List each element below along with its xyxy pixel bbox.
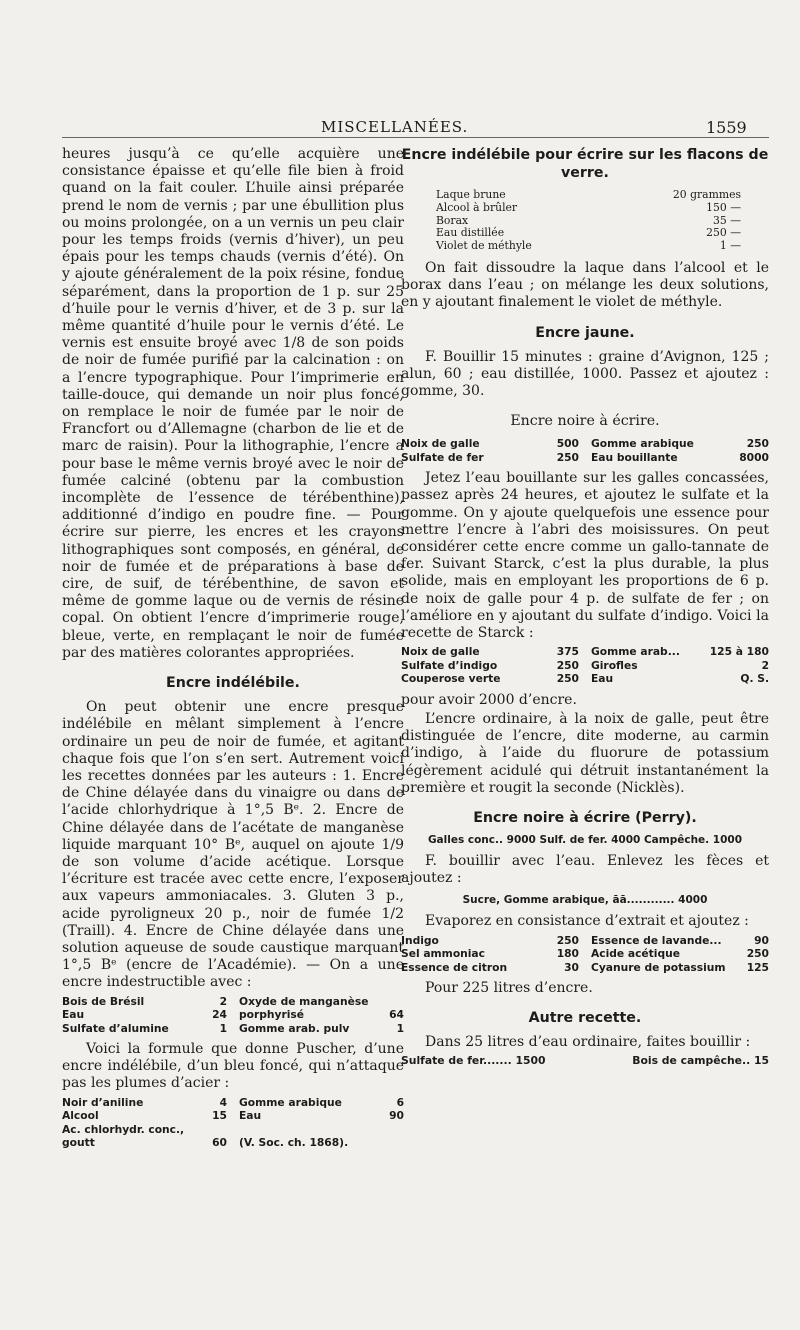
paragraph-boiling-water: Jetez l’eau bouillante sur les galles concassées, passez après 24 heures, et ajoutez le sulfate et la gomme. On y ajoute quelquefois une essence pour mettre l’encre à l’abri des moisissures. On peut considérer cette encre comme un gallo-tannate de fer. Suivant Starck, c’est la plus durable, la plus solide, mais en employant les proportions de 6 p. de noix de galle pour 4 p. de sulfate de fer ; on l’améliore en y ajoutant du sulfate d’indigo. Voici la recette de Starck :	[401, 470, 769, 642]
ingredient-name: Cyanure de potassium	[591, 960, 726, 974]
recipe-row	[239, 1022, 404, 1036]
ingredient-amount: 90	[389, 1109, 404, 1123]
ingredient-name: Girofles	[591, 658, 638, 672]
ingredient-amount: 375	[556, 645, 579, 659]
ingredient-name: Sel ammoniac	[401, 947, 485, 961]
recipe-row	[436, 189, 741, 202]
ingredient-name: Eau bouillante	[591, 450, 678, 464]
ingredient-amount: 6	[396, 1095, 404, 1109]
ingredient-amount: 250	[746, 947, 769, 961]
ingredient-amount: 35 —	[713, 213, 741, 227]
recipe-row	[591, 961, 769, 975]
paragraph-varnish: heures jusqu’à ce qu’elle acquière une consistance épaisse et qu’elle file bien à froid quand on la fait couler. L’huile ainsi préparée prend le nom de vernis ; par une ébullition plus ou moins prolongée, on a un vernis un peu clair pour les temps froids (vernis d’hiver), un peu épais pour les temps chauds (vernis d’été). On y ajoute généralement de la poix résine, fondue séparément, dans la proportion de 1 p. sur 25 d’huile pour le vernis d’hiver, et de 3 p. sur la même quantité d’huile pour le vernis d’été. Le vernis est ensuite broyé avec 1/8 de son poids de noir de fumée purifié par la calcination : on a l’encre typographique. Pour l’imprimerie en taille-douce, qui demande un noir plus foncé, on remplace le noir de fumée par le noir de Francfort ou d’Allemagne (charbon de lie et de marc de raisin). Pour la lithographie, l’encre a pour base le même vernis broyé avec le noir de fumée calciné (obtenu par la combustion incomplète de l’essence de térébenthine), additionné d’indigo en poudre fine. — Pour écrire sur pierre, les encres et les crayons lithographiques sont composés, en général, de noir de fumée et de préparations à base de cire, de suif, de térébenthine, de savon et même de gomme laque ou de vernis de résine copal. On obtient l’encre d’imprimerie rouge, bleue, verte, en remplaçant le noir de fumée par des matières colorantes appropriées.	[62, 146, 404, 661]
ingredient-name: Eau distillée	[436, 226, 505, 240]
ingredient-name: Sulfate de fer	[401, 450, 484, 464]
ingredient-name: Essence de lavande...	[591, 933, 722, 947]
recipe-row	[401, 672, 579, 686]
section-title-black-ink: Encre noire à écrire.	[510, 413, 660, 430]
ingredient-name: Alcool	[62, 1109, 99, 1123]
ingredient-amount: 180	[556, 947, 579, 961]
ingredient-amount: 90	[754, 933, 769, 947]
ingredient-name: Sulfate d’alumine	[62, 1021, 169, 1035]
ingredient-name: Gomme arab. pulv	[239, 1021, 350, 1035]
recipe-row	[62, 1123, 227, 1137]
ingredient-name: Eau	[239, 1109, 262, 1123]
ingredient-name: Noir d’aniline	[62, 1095, 144, 1109]
ingredient-name: Violet de méthyle	[436, 239, 532, 253]
ingredient-name: Gomme arabique	[591, 437, 694, 451]
ingredient-amount: Q. S.	[740, 672, 769, 686]
ingredient-amount: 125	[746, 960, 769, 974]
ingredient-name: Eau	[62, 1008, 85, 1022]
recipe-row	[591, 451, 769, 465]
ingredient-name: Laque brune	[436, 188, 506, 201]
recipe-table-aniline	[62, 1096, 404, 1150]
ingredient-name: porphyrisé	[239, 1008, 305, 1022]
section-title-indelible-ink: Encre indélébile.	[166, 675, 300, 692]
recipe-row	[401, 659, 579, 673]
recipe-row	[436, 202, 741, 215]
ingredient-amount: 4	[219, 1095, 227, 1109]
recipe-row	[401, 947, 579, 961]
final-ingredient-two: Bois de campêche.. 15	[632, 1054, 769, 1068]
perry-ingredients-line: Galles conc.. 9000 Sulf. de fer. 4000 Campêche. 1000	[427, 833, 743, 846]
page-number: 1559	[706, 118, 747, 137]
recipe-row	[591, 934, 769, 948]
recipe-row	[239, 995, 404, 1009]
recipe-row	[239, 1109, 404, 1123]
recipe-row	[401, 961, 579, 975]
running-header: MISCELLANÉES.	[321, 118, 469, 136]
ingredient-name: Essence de citron	[401, 960, 508, 974]
perry-sugar-line: Sucre, Gomme arabique, āā............ 4000	[462, 894, 708, 907]
recipe-row	[401, 934, 579, 948]
recipe-row	[62, 1022, 227, 1036]
paragraph-ordinary-water: Dans 25 litres d’eau ordinaire, faites bouillir :	[425, 1034, 751, 1051]
paragraph-indelible-recipes: On peut obtenir une encre presque indélébile en mêlant simplement à l’encre ordinaire un peu de noir de fumée, et agitant chaque fois que l’on s’en sert. Autrement voici les recettes données par les auteurs : 1. Encre de Chine délayée dans du vinaigre ou dans de l’acide chlorhydrique à 1°,5 Bᵉ. 2. Encre de Chine délayée dans de l’acétate de manganèse liquide marquant 10° Bᵉ, auquel on ajoute 1/9 de son volume d’acide acétique. Lorsque l’écriture est tracée avec cette encre, l’exposer aux vapeurs ammoniacales. 3. Gluten 3 p., acide pyroligneux 20 p., noir de fumée 1/2 (Traill). 4. Encre de Chine délayée dans une solution aqueuse de soude caustique marquant 1°,5 Bᵉ (encre de l’Académie). — On a une encre indestructible avec :	[62, 699, 404, 991]
recipe-row	[591, 437, 769, 451]
recipe-row	[401, 451, 579, 465]
ingredient-name: goutt	[62, 1136, 95, 1150]
recipe-table-indigo	[401, 934, 769, 975]
ingredient-name: Acide acétique	[591, 947, 680, 961]
paragraph-puscher: Voici la formule que donne Puscher, d’une encre indélébile, d’un bleu foncé, qui n’attaque pas les plumes d’acier :	[62, 1041, 404, 1092]
ingredient-amount: 500	[556, 437, 579, 451]
paragraph-yellow-ink: F. Bouillir 15 minutes : graine d’Avignon, 125 ; alun, 60 ; eau distillée, 1000. Passez et ajoutez : gomme, 30.	[401, 348, 769, 399]
left-column	[62, 146, 404, 1156]
ingredient-amount: 30	[564, 960, 579, 974]
ingredient-name: Gomme arab...	[591, 645, 680, 659]
recipe-row	[591, 659, 769, 673]
recipe-row	[591, 947, 769, 961]
recipe-row	[62, 1109, 227, 1123]
ingredient-amount: 2	[761, 658, 769, 672]
ingredient-name: Bois de Brésil	[62, 994, 145, 1008]
paragraph-perry-boil: F. bouillir avec l’eau. Enlevez les fèces et ajoutez :	[401, 852, 769, 887]
recipe-row	[62, 1008, 227, 1022]
recipe-row	[591, 645, 769, 659]
section-title-perry: Encre noire à écrire (Perry).	[473, 809, 697, 826]
final-ingredient-one: Sulfate de fer....... 1500	[401, 1054, 546, 1068]
ingredient-amount: 1	[396, 1021, 404, 1035]
section-title-other-recipe: Autre recette.	[528, 1010, 642, 1027]
ingredient-name: Gomme arabique	[239, 1095, 342, 1109]
recipe-row	[401, 437, 579, 451]
recipe-row	[62, 995, 227, 1009]
recipe-row	[239, 1008, 404, 1022]
ingredient-amount: 250	[556, 672, 579, 686]
recipe-table-black-ink	[401, 437, 769, 464]
ingredient-amount: 250	[556, 658, 579, 672]
ingredient-amount: 250	[746, 437, 769, 451]
header-rule	[62, 137, 769, 138]
recipe-row	[239, 1123, 404, 1137]
paragraph-yield: pour avoir 2000 d’encre.	[401, 691, 577, 708]
source-citation: (V. Soc. ch. 1868).	[239, 1136, 349, 1150]
paragraph-evaporate: Evaporez en consistance d’extrait et ajoutez :	[425, 913, 749, 930]
ingredient-amount: 150 —	[706, 200, 741, 214]
ingredient-name: Sulfate d’indigo	[401, 658, 498, 672]
ingredient-amount: 125 à 180	[709, 645, 769, 659]
ingredient-amount: 24	[212, 1008, 227, 1022]
ingredient-name: Eau	[591, 672, 614, 686]
section-title-glass-ink: Encre indélébile pour écrire sur les flacons de verre.	[401, 147, 769, 181]
paragraph-ordinary-ink: L’encre ordinaire, à la noix de galle, peut être distinguée de l’encre, dite moderne, au carmin d’indigo, à l’aide du fluorure de potassium légèrement acidulé qui détruit instantanément la première et rougit la seconde (Nicklès).	[401, 710, 769, 796]
recipe-row	[62, 1096, 227, 1110]
recipe-table-brazil-wood	[62, 995, 404, 1036]
recipe-row	[436, 240, 741, 253]
ingredient-amount: 2	[219, 994, 227, 1008]
recipe-row	[239, 1136, 404, 1150]
ingredient-amount: 1	[219, 1021, 227, 1035]
ingredient-name: Couperose verte	[401, 672, 501, 686]
recipe-row	[62, 1136, 227, 1150]
ingredient-amount: 60	[212, 1136, 227, 1150]
ingredient-name: Alcool à brûler	[436, 200, 518, 214]
ingredient-amount: 250	[556, 450, 579, 464]
section-title-yellow-ink: Encre jaune.	[535, 324, 635, 341]
recipe-table-starck	[401, 645, 769, 686]
ingredient-amount: 15	[212, 1109, 227, 1123]
paragraph-dissolve-lacquer: On fait dissoudre la laque dans l’alcool et le borax dans l’eau ; on mélange les deux solutions, en y ajoutant finalement le violet de méthyle.	[401, 259, 769, 311]
recipe-row	[401, 645, 579, 659]
paragraph-liters: Pour 225 litres d’encre.	[425, 980, 593, 997]
ingredient-amount: 1 —	[719, 239, 741, 253]
recipe-list-glass-ink	[436, 189, 741, 253]
ingredient-name: Noix de galle	[401, 437, 480, 451]
ingredient-name: Indigo	[401, 933, 439, 947]
ingredient-amount: 64	[389, 1008, 404, 1022]
right-column	[401, 146, 769, 1074]
ingredient-name: Borax	[436, 213, 469, 227]
ingredient-name: Oxyde de manganèse	[239, 994, 369, 1008]
ingredient-name: Ac. chlorhydr. conc.,	[62, 1122, 185, 1136]
ingredient-amount: 250 —	[706, 226, 741, 240]
ingredient-amount: 20 grammes	[672, 188, 741, 201]
recipe-row	[591, 672, 769, 686]
ingredient-name: Noix de galle	[401, 645, 480, 659]
ingredient-amount: 250	[556, 933, 579, 947]
recipe-row	[239, 1096, 404, 1110]
final-recipe-line	[401, 1054, 769, 1067]
ingredient-amount: 8000	[739, 450, 769, 464]
